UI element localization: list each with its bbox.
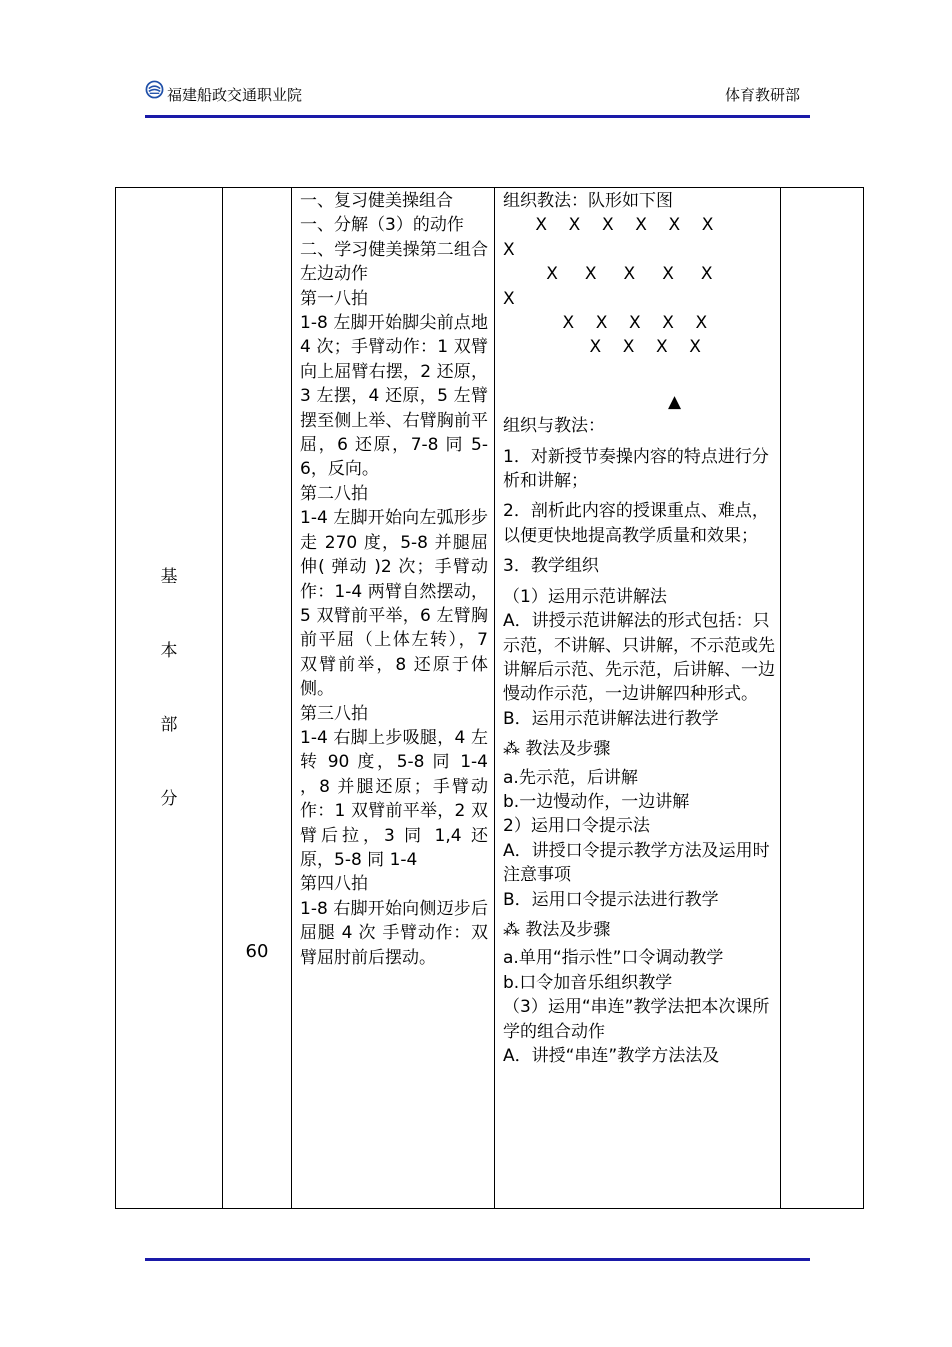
formation-row: X X X X xyxy=(503,337,701,358)
institution-logo-icon xyxy=(145,80,164,99)
minutes-value: 60 xyxy=(245,940,269,962)
method-line: b.口令加音乐组织教学 xyxy=(503,972,673,993)
institution-name: 福建船政交通职业院 xyxy=(167,86,303,104)
method-line: a.先示范，后讲解 xyxy=(503,767,638,788)
method-item: 3．教学组织 xyxy=(503,556,599,577)
content-line: 1-8 左脚开始脚尖前点地 4 次；手臂动作：1 双臂向上屈臂右摆，2 还原，3 左摆，4 还原，5 左臂摆至侧上举、右臂胸前平屈，6 还原，7-8 同 5-6，反向。 xyxy=(300,313,488,480)
steps-title: ⁂ 教法及步骤 xyxy=(503,919,611,940)
method-line: 2）运用口令提示法 xyxy=(503,816,650,837)
method-line: （1）运用示范讲解法 xyxy=(503,586,667,607)
formation-row: X X X X X xyxy=(503,264,713,285)
teacher-marker-icon: ▲ xyxy=(667,391,682,412)
content-line: 第三八拍 xyxy=(300,703,368,724)
method-line: A．讲授示范讲解法的形式包括：只示范，不讲解、只讲解，不示范或先讲解后示范、先示范，后讲解、一边慢动作示范，一边讲解四种形式。 xyxy=(503,611,775,705)
method-line: B．运用口令提示法进行教学 xyxy=(503,889,719,910)
department-name: 体育教研部 xyxy=(724,86,800,104)
header-rule xyxy=(145,115,810,118)
remarks-cell xyxy=(781,188,864,1209)
method-line: B．运用示范讲解法进行教学 xyxy=(503,708,719,729)
content-line: 1-4 右脚上步吸腿，4 左转 90 度，5-8 同 1-4 ，8 并腿还原；手臂动作：1 双臂前平举，2 双臂后拉，3 同 1,4 还原，5-8 同 1-4 xyxy=(300,727,488,870)
content-line: 一、分解（3）的动作 xyxy=(300,215,464,236)
content-cell xyxy=(292,188,495,1209)
section-label-cell xyxy=(116,188,223,1209)
lesson-plan-table xyxy=(115,187,864,1209)
minutes-cell xyxy=(223,188,292,1209)
method-item: 2．剖析此内容的授课重点、难点，以便更快地提高教学质量和效果； xyxy=(503,501,769,546)
content-line: 1-4 左脚开始向左弧形步走 270 度，5-8 并腿屈伸( 弹动 )2 次；手臂动作：1-4 两臂自然摆动，5 双臂前平举，6 左臂胸前平屈（上体左转），7 双臂前举，8 还原于体侧。 xyxy=(300,508,488,700)
steps-title: ⁂ 教法及步骤 xyxy=(503,739,611,760)
method-item: 1．对新授节奏操内容的特点进行分析和讲解； xyxy=(503,446,769,492)
method-line: A．讲授“串连”教学方法法及 xyxy=(503,1046,720,1066)
formation-row: X xyxy=(503,288,515,309)
content-line: 二、学习健美操第二组合左边动作 xyxy=(300,239,488,285)
section-char-1: 基 xyxy=(160,567,178,587)
content-line: 第一八拍 xyxy=(300,288,368,309)
content-line: 第四八拍 xyxy=(300,874,368,895)
formation-row: X X X X X xyxy=(503,313,708,334)
method-line: b.一边慢动作，一边讲解 xyxy=(503,791,690,812)
org-title: 组织与教法： xyxy=(503,416,605,437)
footer-rule xyxy=(145,1258,810,1261)
content-line: 第二八拍 xyxy=(300,483,368,504)
formation-row: X X X X X X xyxy=(503,215,714,236)
section-char-2: 本 xyxy=(160,641,178,661)
method-cell xyxy=(495,188,781,1209)
section-char-3: 部 xyxy=(160,715,178,735)
method-line: （3）运用“串连”教学法把本次课所学的组合动作 xyxy=(503,997,770,1042)
page-header xyxy=(145,78,810,118)
content-line: 一、复习健美操组合 xyxy=(300,191,453,211)
method-intro: 组织教法：队形如下图 xyxy=(503,191,673,211)
section-char-4: 分 xyxy=(160,789,178,809)
method-line: A．讲授口令提示教学方法及运用时注意事项 xyxy=(503,840,770,886)
content-line: 1-8 右脚开始向侧迈步后屈腿 4 次 手臂动作：双臂屈肘前后摆动。 xyxy=(300,898,488,968)
formation-row: X xyxy=(503,239,515,260)
method-line: a.单用“指示性”口令调动教学 xyxy=(503,948,724,969)
